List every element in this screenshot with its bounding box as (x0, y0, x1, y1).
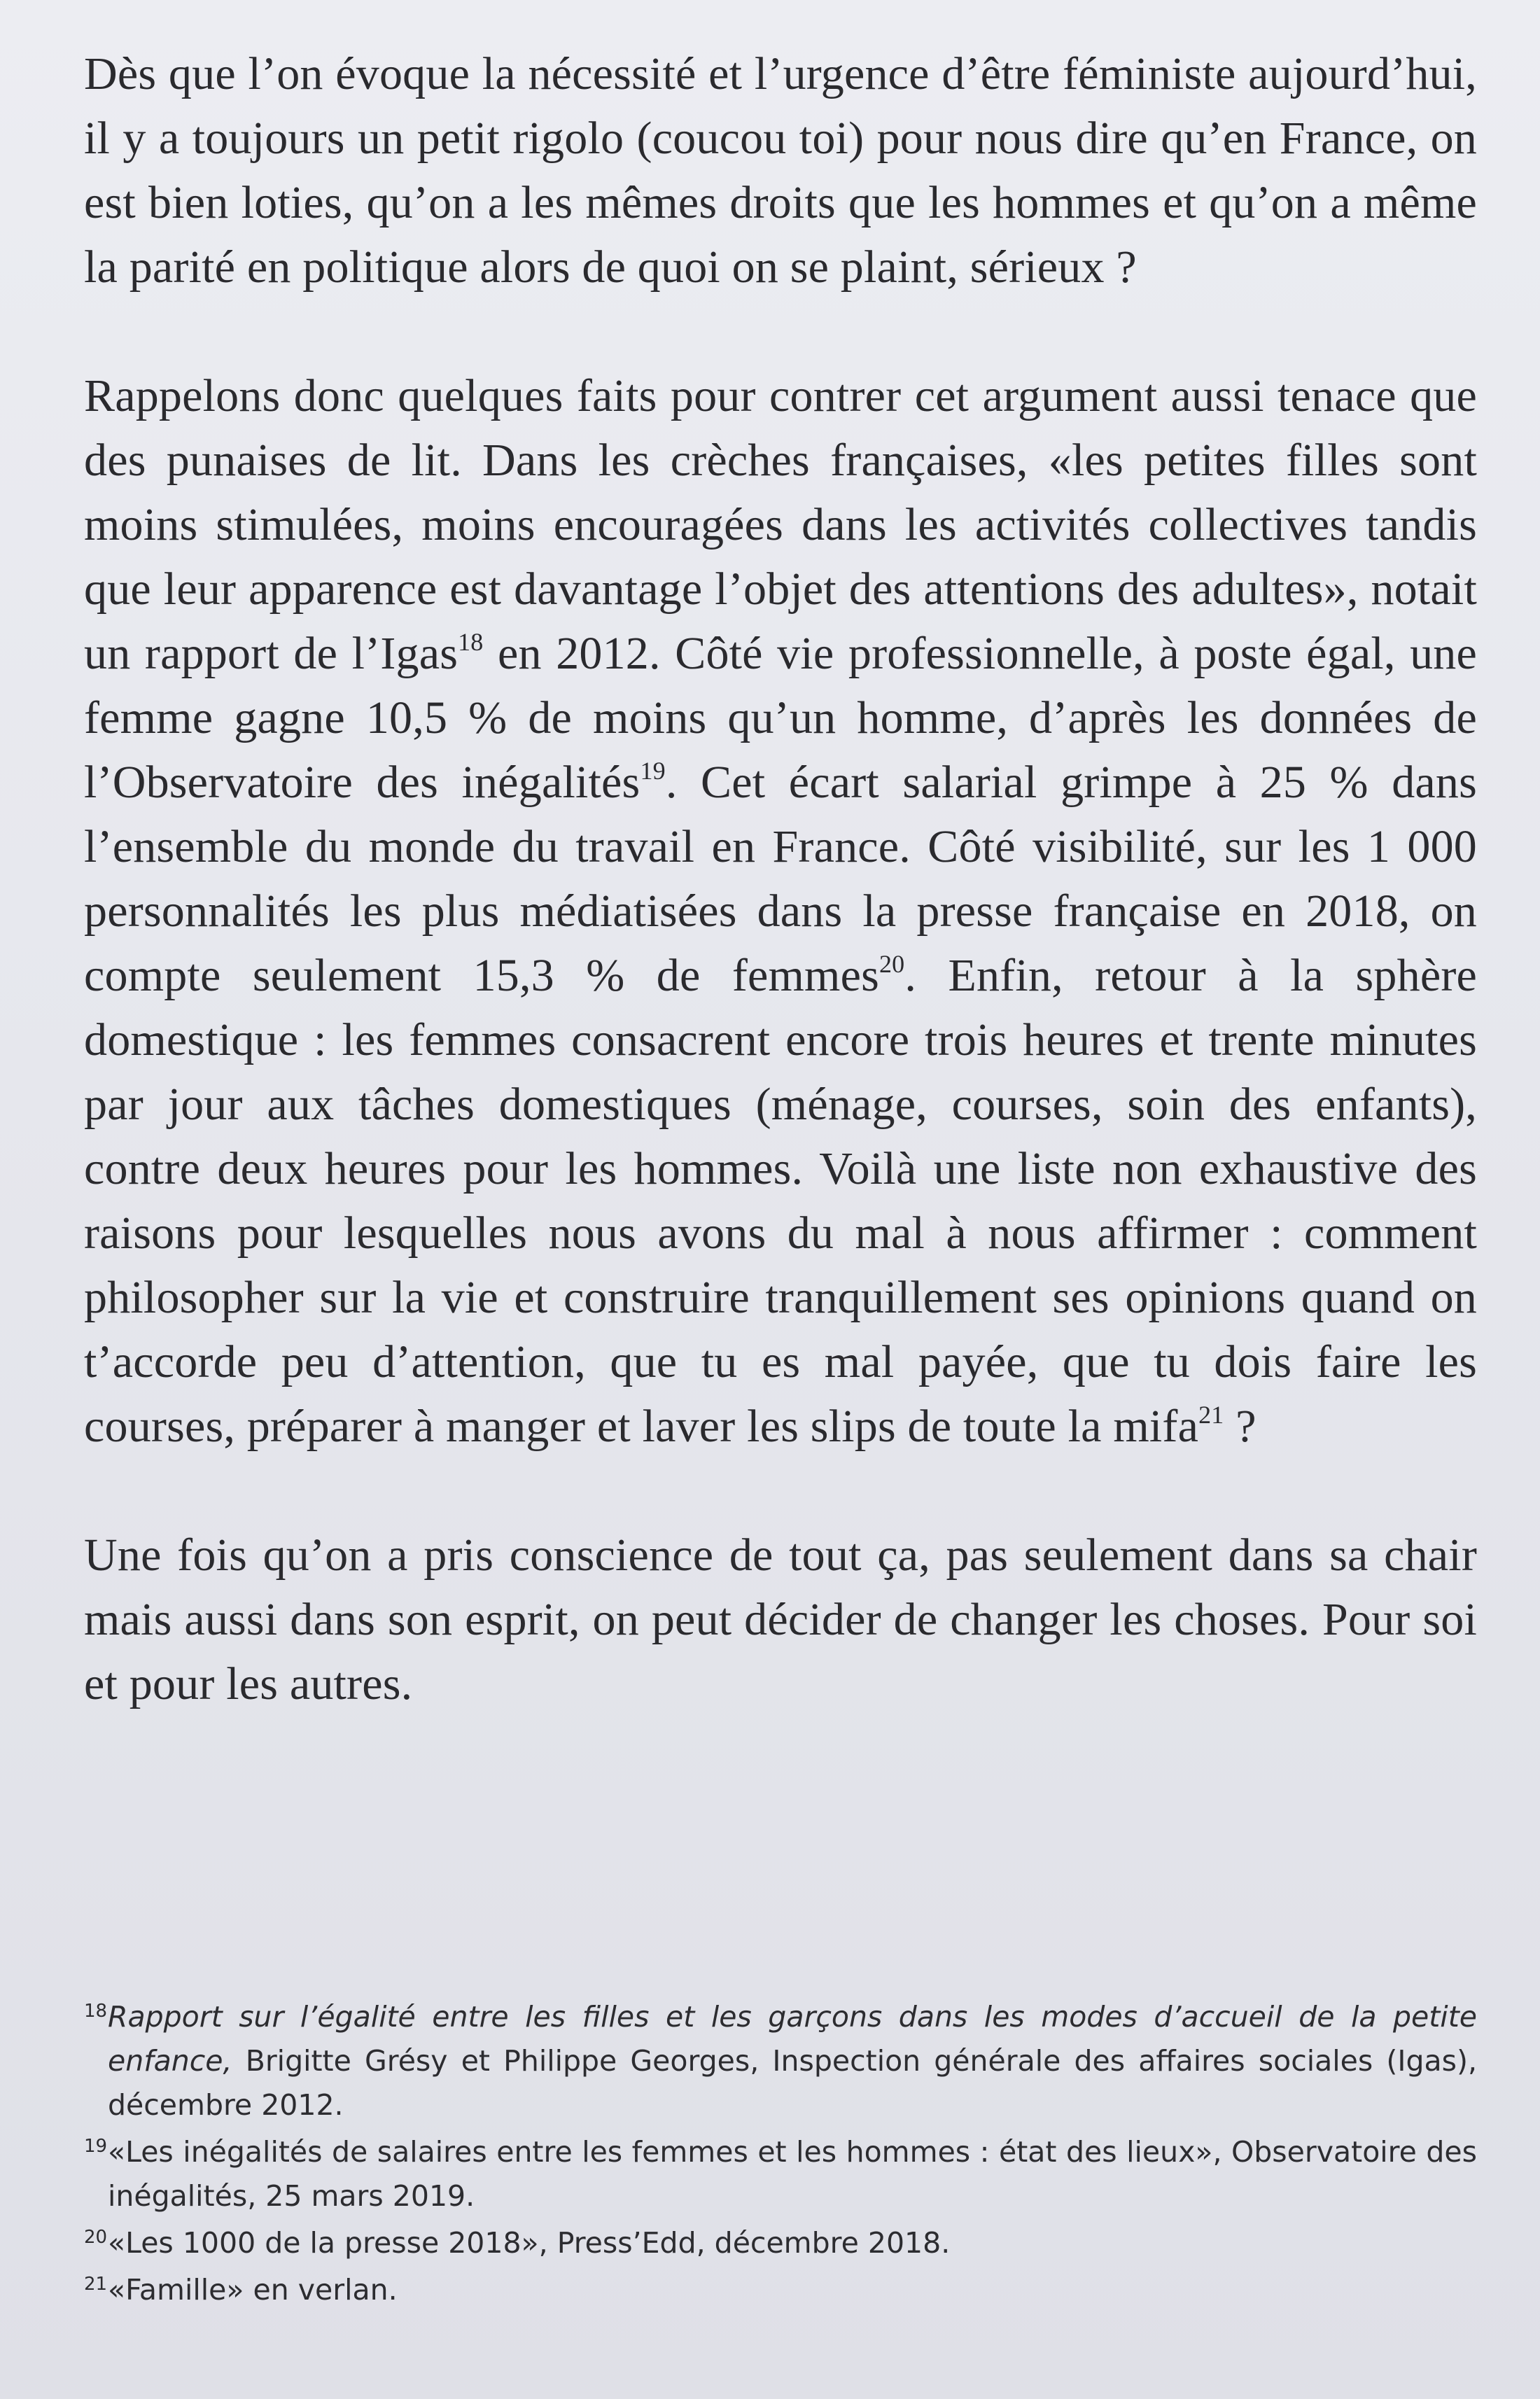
footnote-text: «Les inégalités de salaires entre les femmes et les hommes : état des lieux», Observatoire des inégalités, 25 mars 2019. (108, 2135, 1477, 2213)
footnote-text: «Les 1000 de la presse 2018», Press’Edd, décembre 2018. (108, 2226, 951, 2260)
paragraph-text: Une fois qu’on a pris conscience de tout ça, pas seulement dans sa chair mais aussi dans son esprit, on peut décider de changer les choses. Pour soi et pour les autres. (84, 1530, 1477, 1709)
footnote-number: 18 (84, 2001, 108, 2022)
paragraph-text: . Enfin, retour à la sphère domestique : les femmes consacrent encore trois heures et trente minutes par jour aux tâches domestiques (ménage, courses, soin des enfants), contre deux heures pour les hommes. Voilà une liste non exhaustive des raisons pour lesquelles nous avons du mal à nous affirmer : comment philosopher sur la vie et construire tranquillement ses opinions quand on t’accorde peu d’attention, que tu es mal payée, que tu dois faire les courses, préparer à manger et laver les slips de toute la mifa (84, 950, 1477, 1452)
paragraph-text: ? (1224, 1401, 1256, 1452)
footnote-reference: 21 (1198, 1401, 1224, 1429)
paragraph (84, 364, 1477, 1459)
main-text (84, 42, 1477, 1716)
footnote-reference: 20 (878, 950, 905, 978)
footnote-text: «Famille» en verlan. (108, 2273, 398, 2307)
footnote (84, 2268, 1477, 2312)
paragraph (84, 42, 1477, 300)
footnote (84, 2221, 1477, 2265)
paragraph-text: . Cet écart salarial grimpe à 25 % dans l’ensemble du monde du travail en France. Côté visibilité, sur les 1 000 personnalités les plus médiatisées dans la presse française en 2018, on compte seulement 15,3 % de femmes (84, 757, 1477, 1001)
footnote-number: 21 (84, 2274, 108, 2295)
paragraph-text: Rappelons donc quelques faits pour contrer cet argument aussi tenace que des punaises de lit. Dans les crèches françaises, «les petites filles sont moins stimulées, moins encouragées dans les activités collectives tandis que leur apparence est davantage l’objet des attentions des adultes», notait un rapport de l’Igas (84, 370, 1477, 679)
paragraph (84, 1523, 1477, 1716)
footnote (84, 1995, 1477, 2127)
book-page (84, 42, 1477, 2373)
footnotes (84, 1995, 1477, 2315)
footnote-reference: 19 (640, 757, 666, 785)
paragraph-text: en 2012. Côté vie professionnelle, à poste égal, une femme gagne 10,5 % de moins qu’un homme, d’après les données de l’Observatoire des inégalités (84, 628, 1478, 808)
footnote (84, 2130, 1477, 2218)
paragraph-text: Dès que l’on évoque la nécessité et l’urgence d’être féministe aujourd’hui, il y a toujours un petit rigolo (coucou toi) pour nous dire qu’en France, on est bien loties, qu’on a les mêmes droits que les hommes et qu’on a même la parité en politique alors de quoi on se plaint, sérieux ? (84, 48, 1477, 293)
footnote-reference: 18 (458, 628, 484, 656)
footnote-number: 20 (84, 2227, 108, 2248)
footnote-text: Brigitte Grésy et Philippe Georges, Inspection générale des affaires sociales (Igas), décembre 2012. (108, 2044, 1477, 2122)
footnote-source-title: Rapport sur l’égalité entre les filles et les garçons dans les modes d’accueil de la petite enfance, (108, 2000, 1477, 2078)
footnote-number: 19 (84, 2136, 108, 2157)
